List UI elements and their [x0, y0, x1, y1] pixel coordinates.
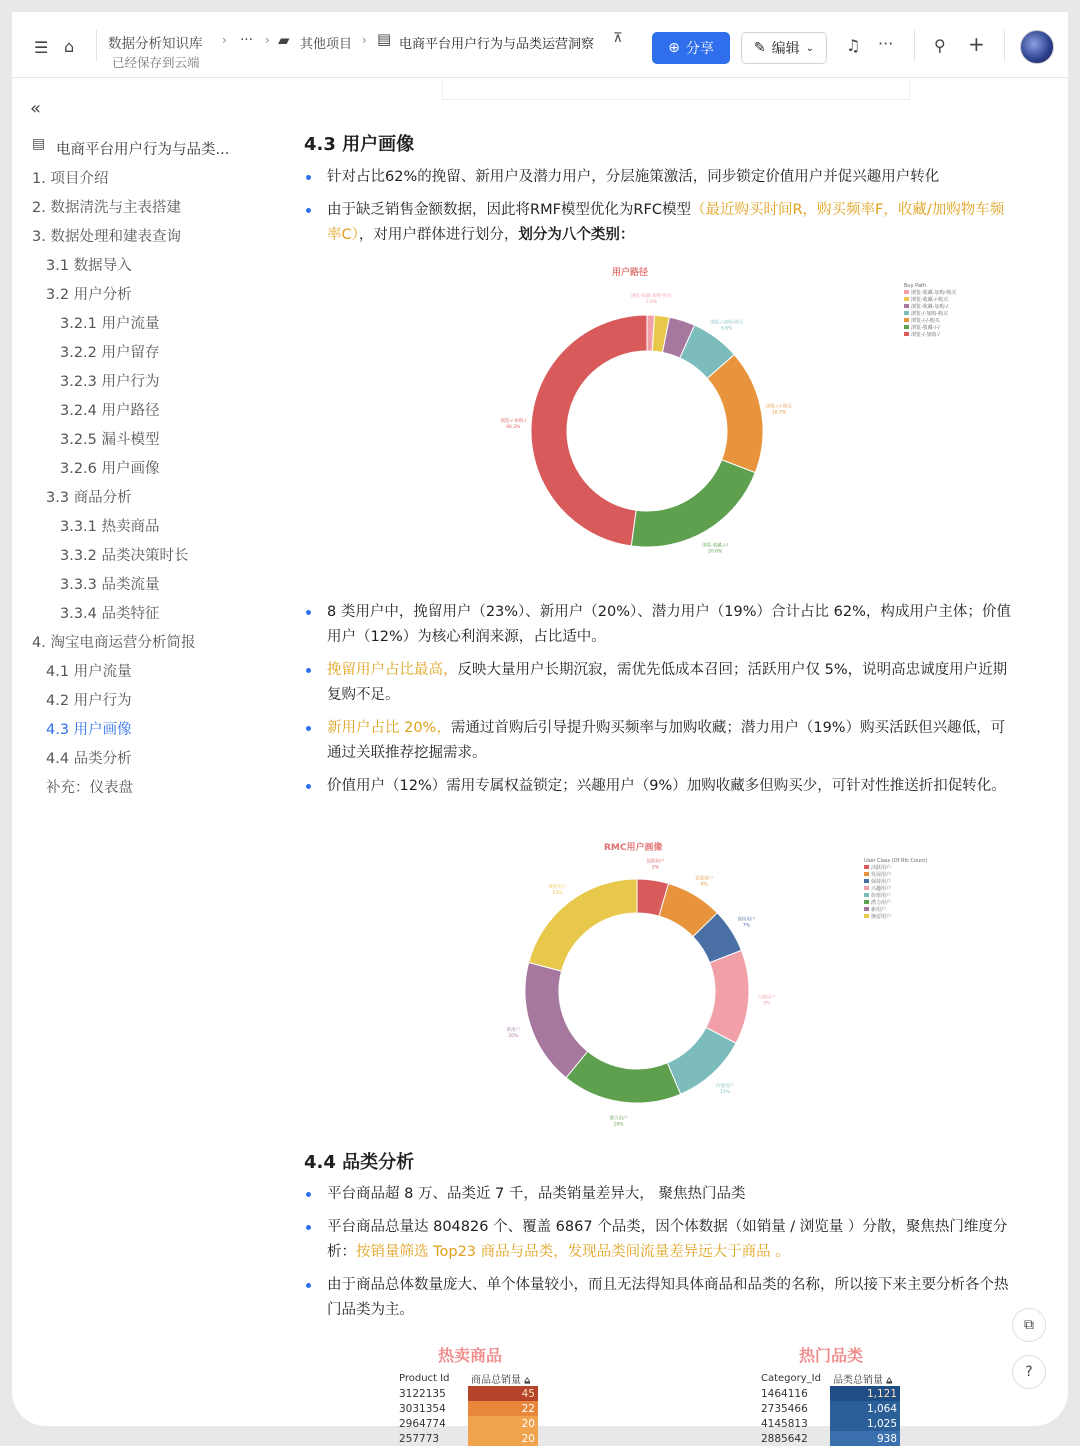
bullet [306, 1225, 311, 1230]
list-item-text: 价值用户（12%）需用专属权益锁定；兴趣用户（9%）加购收藏多但购买少，可针对性推送折扣促转化。 [327, 778, 1006, 794]
table-row [758, 1401, 900, 1416]
edit-button[interactable] [741, 32, 827, 64]
top-bar [12, 12, 1068, 78]
bullet [306, 1283, 311, 1288]
list-item-text: 新用户占比 20%，需通过首购后引导提升购买频率与加购收藏；潜力用户（19%）购买活跃但兴趣低，可通过关联推荐挖掘需求。 [327, 720, 1006, 761]
slice-label: 浏览-/-加购-/ [500, 418, 527, 424]
id-cell: 2964774 [399, 1417, 446, 1430]
pin-icon[interactable]: ⊼ [613, 31, 623, 46]
slice-value-label: 23% [552, 891, 563, 897]
legend-label: 浏览-/-加购-/ [911, 332, 940, 338]
home-icon[interactable]: ⌂ [64, 37, 75, 56]
legend-item [904, 290, 956, 297]
legend-label: 浏览-收藏-加购-购买 [911, 290, 957, 296]
divider [914, 30, 915, 62]
slice-label: 发展用户 [695, 876, 714, 882]
list-item-text: 针对占比62%的挽留、新用户及潜力用户，分层施策激活，同步锁定价值用户并促兴趣用户转化 [327, 169, 940, 185]
toc-item[interactable]: 4.4 品类分析 [46, 751, 132, 767]
breadcrumb-folder[interactable]: 其他项目 [300, 37, 353, 52]
value-cell: 1,064 [830, 1401, 900, 1416]
bell-icon[interactable]: ♫ [846, 36, 861, 55]
legend-item [904, 297, 956, 304]
list-item [302, 1215, 1012, 1265]
chevron-right-icon: › [265, 33, 270, 47]
slice-label: 潜力用户 [609, 1116, 628, 1122]
list-item [302, 716, 1012, 766]
hot-products-title: 热卖商品 [438, 1346, 503, 1365]
document-icon: ▤ [32, 136, 46, 152]
list-item [302, 1182, 1012, 1207]
breadcrumb-root[interactable]: 数据分析知识库 [108, 36, 203, 52]
share-label: 分享 [685, 41, 714, 57]
list-item-text: 挽留用户占比最高，反映大量用户长期沉寂，需优先低成本召回；活跃用户仅 5%，说明高忠诚度用户近期复购不足。 [327, 662, 1008, 703]
toc-item[interactable]: 4.1 用户流量 [46, 664, 132, 680]
save-status: 已经保存到云端 [112, 55, 200, 70]
chart-rmc-user-profile [452, 838, 972, 1128]
donut-slice-6 [525, 963, 588, 1078]
toc-item[interactable]: 3.3 商品分析 [46, 490, 132, 506]
chart-buy-path [452, 263, 972, 563]
bullet [306, 208, 311, 213]
bullet [306, 175, 311, 180]
section-heading-4-3: 4.3 用户画像 [304, 134, 415, 155]
table-row [396, 1386, 538, 1401]
column-header[interactable]: Product Id [399, 1373, 450, 1384]
legend-swatch [864, 900, 869, 904]
legend-swatch [904, 290, 909, 294]
value-cell: 938 [830, 1431, 900, 1446]
legend-swatch [904, 325, 909, 329]
legend-label: 浏览-收藏-加购-/ [911, 304, 949, 310]
id-cell: 2735466 [761, 1402, 808, 1415]
legend-title: Buy Path [904, 283, 927, 289]
legend-label: 价值用户 [871, 893, 892, 899]
id-cell: 2885642 [761, 1432, 808, 1445]
legend-item [904, 311, 956, 318]
chart-title: 用户路径 [612, 268, 649, 278]
slice-value-label: 20.6% [707, 549, 723, 555]
edit-label: 编辑 [771, 41, 800, 57]
toc-item[interactable]: 4. 淘宝电商运营分析简报 [32, 635, 196, 651]
table-row [396, 1431, 538, 1446]
list-item [302, 600, 1012, 650]
slice-label: 浏览-/-/-购买 [765, 404, 792, 410]
legend-item [864, 879, 927, 886]
column-header[interactable]: 品类总销量 ⩠ [833, 1375, 893, 1386]
plus-icon[interactable]: + [968, 32, 985, 56]
list-item [302, 1273, 1012, 1323]
bullet [306, 726, 311, 731]
breadcrumb-document: 电商平台用户行为与品类运营洞察 [399, 37, 595, 52]
toc-item[interactable]: 2. 数据清洗与主表搭建 [32, 200, 181, 216]
toc-item[interactable]: 3.1 数据导入 [46, 258, 132, 274]
slice-value-label: 9% [700, 882, 708, 888]
list-item-text: 平台商品总量达 804826 个、覆盖 6867 个品类，因个体数据（如销量 / 浏览量 ）分散，聚焦热门维度分析：按销量筛选 Top23 商品与品类，发现品类间流量差异远大于商品 。 [327, 1219, 1008, 1260]
table-row [758, 1431, 900, 1446]
value-cell: 45 [468, 1386, 538, 1401]
value-cell: 20 [468, 1431, 538, 1446]
legend-item [864, 907, 927, 914]
share-button[interactable] [652, 32, 730, 64]
slice-value-label: 16.7% [771, 410, 787, 416]
slice-value-label: 12% [719, 1089, 730, 1095]
copy-link-button[interactable]: ⧉ [1012, 1308, 1046, 1342]
donut-slice-7 [529, 879, 637, 971]
chevron-right-icon: › [362, 33, 367, 47]
list-item [302, 165, 1012, 190]
search-icon[interactable]: ⚲ [934, 36, 946, 55]
value-cell: 22 [468, 1401, 538, 1416]
bullet [306, 668, 311, 673]
legend-label: 发展用户 [871, 872, 892, 878]
legend-title: User Class (Of Rfc Count) [864, 858, 928, 864]
avatar[interactable] [1020, 30, 1054, 64]
pencil-icon: ✎ [753, 40, 766, 56]
chart-legend [904, 283, 956, 339]
slice-label: 浏览-/-加购-购买 [710, 320, 744, 326]
table-row [758, 1416, 900, 1431]
slice-label: 挽留用户 [548, 885, 567, 891]
donut-slice-4 [707, 355, 763, 473]
toc-item[interactable]: 3.2 用户分析 [46, 287, 132, 303]
list-item [302, 658, 1012, 708]
slice-value-label: 6.6% [721, 326, 733, 332]
toc-item[interactable]: 3.2.1 用户流量 [60, 316, 160, 332]
chart-title: RMC用户画像 [604, 843, 663, 853]
id-cell: 257773 [399, 1432, 440, 1445]
legend-item [904, 318, 956, 325]
donut-slice-5 [631, 460, 755, 547]
toc-item[interactable]: 3.3.3 品类流量 [60, 577, 160, 593]
donut-slice-6 [531, 315, 647, 546]
section-heading-4-4: 4.4 品类分析 [304, 1152, 415, 1173]
chart-legend [864, 858, 927, 921]
document-icon: ▤ [377, 30, 392, 48]
value-cell: 1,025 [830, 1416, 900, 1431]
legend-item [904, 304, 956, 311]
legend-swatch [904, 332, 909, 336]
divider [1004, 30, 1005, 62]
legend-swatch [864, 872, 869, 876]
toc-item[interactable]: 3.2.6 用户画像 [60, 461, 160, 477]
legend-label: 活跃用户 [871, 865, 892, 871]
id-cell: 3122135 [399, 1387, 446, 1400]
slice-label: 保持用户 [737, 917, 756, 923]
outline-toggle-icon[interactable]: ☰ [34, 38, 49, 57]
donut-slice-3 [706, 950, 749, 1043]
legend-label: 浏览-/-加购-购买 [911, 311, 949, 317]
bullet [306, 1192, 311, 1197]
column-header[interactable]: Category_Id [761, 1373, 821, 1384]
legend-item [864, 865, 927, 872]
value-cell: 20 [468, 1416, 538, 1431]
collapse-sidebar-icon[interactable]: « [30, 98, 42, 119]
list-item-text: 平台商品超 8 万、品类近 7 千，品类销量差异大， 聚焦热门品类 [327, 1186, 746, 1202]
bullet [306, 610, 311, 615]
legend-label: 浏览-/-/-购买 [911, 318, 940, 324]
toc-item[interactable]: 3. 数据处理和建表查询 [32, 229, 181, 245]
legend-item [904, 325, 956, 332]
toc-doc-title[interactable]: 电商平台用户行为与品类... [56, 142, 230, 158]
table-row [396, 1416, 538, 1431]
legend-swatch [864, 879, 869, 883]
slice-label: 浏览-收藏-加购-购买 [630, 294, 672, 300]
slice-value-label: 1.0% [645, 300, 658, 306]
hot-categories-table [758, 1371, 900, 1446]
table-remnant [442, 78, 910, 100]
bullet [306, 784, 311, 789]
list-item [302, 774, 1012, 799]
legend-swatch [864, 865, 869, 869]
slice-label: 价值用户 [715, 1083, 734, 1089]
toc-item[interactable]: 3.2.4 用户路径 [60, 403, 160, 419]
chevron-right-icon: › [222, 33, 227, 47]
table-of-contents [12, 92, 272, 852]
id-cell: 3031354 [399, 1402, 446, 1415]
list-item [302, 198, 1012, 248]
legend-item [864, 900, 927, 907]
legend-item [864, 893, 927, 900]
legend-label: 保持用户 [871, 879, 892, 885]
slice-label: 活跃用户 [646, 859, 665, 865]
table-header-row [396, 1371, 538, 1386]
legend-swatch [864, 914, 869, 918]
legend-label: 潜力用户 [871, 900, 892, 906]
legend-swatch [904, 318, 909, 322]
legend-swatch [864, 907, 869, 911]
toc-item[interactable]: 补充：仪表盘 [46, 780, 133, 796]
legend-item [904, 332, 956, 339]
legend-item [864, 914, 927, 921]
divider [96, 30, 97, 62]
breadcrumb-ellipsis[interactable]: ··· [240, 32, 253, 48]
toc-item[interactable]: 3.3.2 品类决策时长 [60, 548, 189, 564]
legend-label: 新用户 [871, 907, 887, 913]
toc-item[interactable]: 4.3 用户画像 [46, 722, 132, 738]
slice-label: 浏览-收藏-/-/ [702, 543, 729, 549]
app-window [12, 12, 1068, 1445]
toc-item[interactable]: 3.2.3 用户行为 [60, 374, 160, 390]
legend-swatch [904, 297, 909, 301]
id-cell: 4145813 [761, 1417, 808, 1430]
table-row [758, 1386, 900, 1401]
more-icon[interactable]: ··· [878, 34, 894, 53]
legend-item [864, 886, 927, 893]
document-body [302, 78, 1022, 1445]
toc-item[interactable]: 4.2 用户行为 [46, 693, 132, 709]
column-header[interactable]: 商品总销量 ⩠ [471, 1375, 531, 1386]
donut-slice-5 [566, 1051, 680, 1103]
table-row [396, 1401, 538, 1416]
hot-products-table [396, 1371, 538, 1446]
chevron-down-icon: ⌄ [805, 42, 815, 54]
toc-item[interactable]: 3.3.4 品类特征 [60, 606, 160, 622]
donut-chart [492, 263, 792, 563]
toc-item[interactable]: 3.2.2 用户留存 [60, 345, 160, 361]
toc-item[interactable]: 3.2.5 漏斗模型 [60, 432, 160, 448]
donut-chart [482, 838, 782, 1128]
legend-item [864, 872, 927, 879]
help-button[interactable]: ? [1012, 1355, 1046, 1389]
list-item-text: 由于商品总体数量庞大、单个体量较小，而且无法得知具体商品和品类的名称，所以接下来主要分析各个热门品类为主。 [327, 1277, 1009, 1318]
slice-value-label: 9% [763, 1001, 771, 1007]
legend-label: 浏览-收藏-/-/ [911, 325, 940, 331]
toc-item[interactable]: 3.3.1 热卖商品 [60, 519, 160, 535]
folder-icon: ▰ [278, 31, 290, 49]
globe-icon: ⊕ [668, 40, 680, 56]
slice-value-label: 46.2% [506, 424, 521, 430]
legend-swatch [864, 886, 869, 890]
hot-categories-title: 热门品类 [799, 1346, 864, 1365]
slice-value-label: 20% [508, 1034, 519, 1040]
slice-label: 新用户 [506, 1028, 521, 1034]
table-header-row [758, 1371, 900, 1386]
legend-swatch [864, 893, 869, 897]
id-cell: 1464116 [761, 1387, 808, 1400]
legend-swatch [904, 311, 909, 315]
slice-value-label: 7% [742, 923, 750, 929]
list-item-text: 由于缺乏销售金额数据，因此将RMF模型优化为RFC模型（最近购买时间R，购买频率F，收藏/加购物车频率C），对用户群体进行划分，划分为八个类别： [327, 202, 1005, 243]
slice-label: 兴趣用户 [757, 995, 776, 1001]
list-item-text: 8 类用户中，挽留用户（23%）、新用户（20%）、潜力用户（19%）合计占比 62%，构成用户主体；价值用户（12%）为核心利润来源，占比适中。 [327, 604, 1011, 645]
slice-value-label: 5% [651, 865, 660, 871]
slice-value-label: 19% [613, 1122, 624, 1128]
legend-label: 浏览-收藏-/-购买 [911, 297, 949, 303]
legend-label: 兴趣用户 [871, 886, 892, 892]
legend-label: 挽留用户 [871, 914, 892, 920]
value-cell: 1,121 [830, 1386, 900, 1401]
toc-item[interactable]: 1. 项目介绍 [32, 171, 109, 187]
legend-swatch [904, 304, 909, 308]
